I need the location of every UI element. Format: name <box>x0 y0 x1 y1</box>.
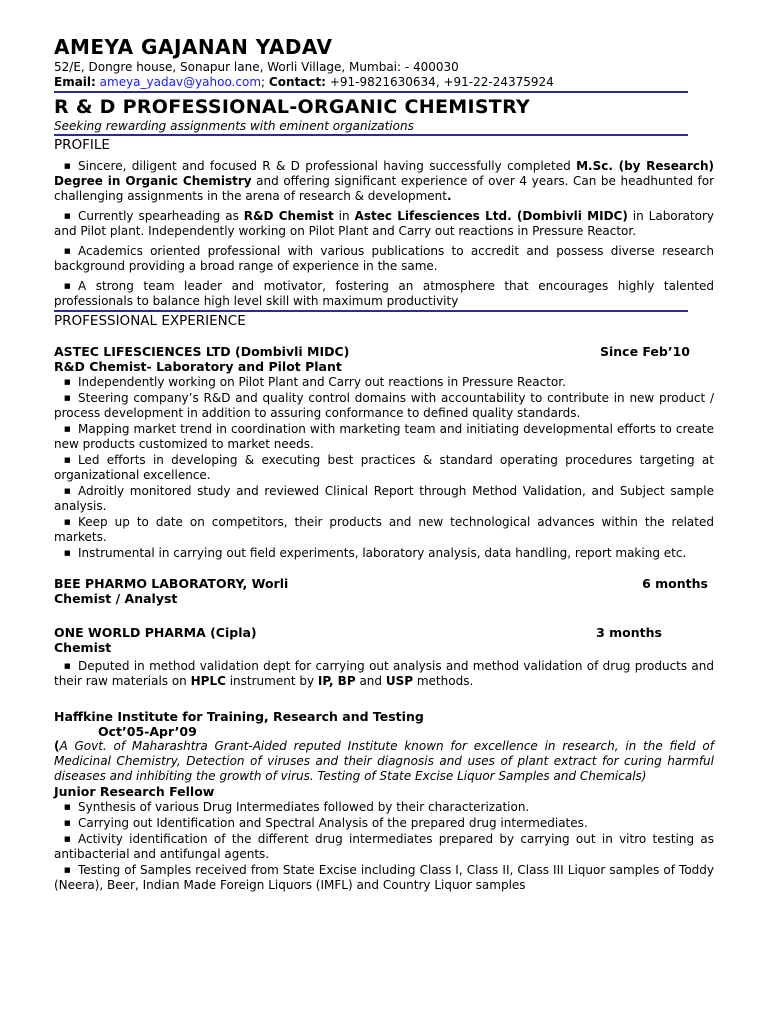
list-item: ■ Synthesis of various Drug Intermediates followed by their characterization. <box>54 800 714 815</box>
job-period: Since Feb’10 <box>599 344 690 359</box>
job-haffkine <box>54 709 714 893</box>
contact-line: Email: ameya_yadav@yahoo.com; Contact: +91-9821630634, +91-22-24375924 <box>54 75 554 89</box>
job-bullets <box>54 375 714 561</box>
address: 52/E, Dongre house, Sonapur lane, Worli Village, Mumbai: - 400030 <box>54 60 459 74</box>
list-item: ■ Keep up to date on competitors, their products and new technological advances within the related markets. <box>54 515 714 545</box>
institute-description: (A Govt. of Maharashtra Grant-Aided reputed Institute known for excellence in research, in the field of Medicinal Chemistry, Detection of viruses and their diagnosis and uses of plant extract for curing harmful diseases and inhibiting the growth of virus. Testing of State Excise Liquor Samples and Chemicals) <box>54 739 714 783</box>
list-item: ■ Carrying out Identification and Spectral Analysis of the prepared drug intermediates. <box>54 816 714 831</box>
job-period: 6 months <box>642 576 708 591</box>
list-item: ■ Adroitly monitored study and reviewed Clinical Report through Method Validation, and Subject sample analysis. <box>54 484 714 514</box>
company-name: ASTEC LIFESCIENCES LTD (Dombivli MIDC) <box>54 344 350 359</box>
job-role: R&D Chemist- Laboratory and Pilot Plant <box>54 359 342 374</box>
job-astec <box>54 344 714 561</box>
candidate-name: AMEYA GAJANAN YADAV <box>54 35 333 59</box>
professional-title: R & D PROFESSIONAL-ORGANIC CHEMISTRY <box>54 96 531 118</box>
job-role: Chemist <box>54 640 112 655</box>
job-header <box>54 625 662 640</box>
list-item: ■ Mapping market trend in coordination with marketing team and initiating developmental efforts to create new products customized to market needs. <box>54 422 714 452</box>
company-name: ONE WORLD PHARMA (Cipla) <box>54 625 257 640</box>
job-period: 3 months <box>596 625 662 640</box>
job-role: Chemist / Analyst <box>54 591 178 606</box>
list-item: ■ Testing of Samples received from State Excise including Class I, Class II, Class III Liquor samples of Toddy (Neera), Beer, Indian Made Foreign Liquors (IMFL) and Country Liquor samples <box>54 863 714 893</box>
list-item: ■ Steering company’s R&D and quality control domains with accountability to contribute in new product / process development in addition to assuring conformance to defined quality standards. <box>54 391 714 421</box>
list-item: ■ Led efforts in developing & executing best practices & standard operating procedures targeting at organizational excellence. <box>54 453 714 483</box>
list-item: ■ Deputed in method validation dept for carrying out analysis and method validation of drug products and their raw materials on HPLC instrument by IP, BP and USP methods. <box>54 659 714 689</box>
job-header <box>54 344 690 359</box>
resume-page <box>54 34 714 893</box>
list-item: ■ A strong team leader and motivator, fostering an atmosphere that encourages highly talented professionals to balance high level skill with maximum productivity <box>54 279 714 309</box>
company-name: Haffkine Institute for Training, Research and Testing <box>54 709 424 724</box>
list-item: ■ Activity identification of the different drug intermediates prepared by carrying out in vitro testing as antibacterial and antifungal agents. <box>54 832 714 862</box>
list-item: ■ Sincere, diligent and focused R & D professional having successfully completed M.Sc. (by Research) Degree in Organic Chemistry and offering significant experience of over 4 years. Can be headhunted for challenging assignments in the arena of research & development. <box>54 159 714 204</box>
company-name: BEE PHARMO LABORATORY, Worli <box>54 576 289 591</box>
job-bullets <box>54 659 714 689</box>
job-one-world <box>54 625 714 689</box>
profile-list <box>54 159 714 309</box>
job-bee-pharmo <box>54 576 714 606</box>
tagline: Seeking rewarding assignments with eminent organizations <box>54 119 414 133</box>
list-item: ■ Academics oriented professional with various publications to accredit and possess diverse research background providing a broad range of experience in the same. <box>54 244 714 274</box>
section-heading-profile: PROFILE <box>54 137 110 153</box>
email-label: Email: <box>54 75 96 89</box>
divider <box>54 91 688 93</box>
list-item: ■ Instrumental in carrying out field experiments, laboratory analysis, data handling, report making etc. <box>54 546 714 561</box>
job-header <box>54 576 708 591</box>
job-period: Oct’05-Apr’09 <box>98 724 197 739</box>
section-heading-experience: PROFESSIONAL EXPERIENCE <box>54 313 246 329</box>
list-item: ■ Currently spearheading as R&D Chemist in Astec Lifesciences Ltd. (Dombivli MIDC) in Laboratory and Pilot plant. Independently working on Pilot Plant and Carry out reactions in Pressure Reactor. <box>54 209 714 239</box>
list-item: ■ Independently working on Pilot Plant and Carry out reactions in Pressure Reactor. <box>54 375 714 390</box>
job-bullets <box>54 800 714 893</box>
email-link[interactable]: ameya_yadav@yahoo.com <box>99 75 262 89</box>
job-role: Junior Research Fellow <box>54 784 215 799</box>
contact-label: Contact: <box>268 75 326 89</box>
contact-numbers: +91-9821630634, +91-22-24375924 <box>329 75 554 89</box>
